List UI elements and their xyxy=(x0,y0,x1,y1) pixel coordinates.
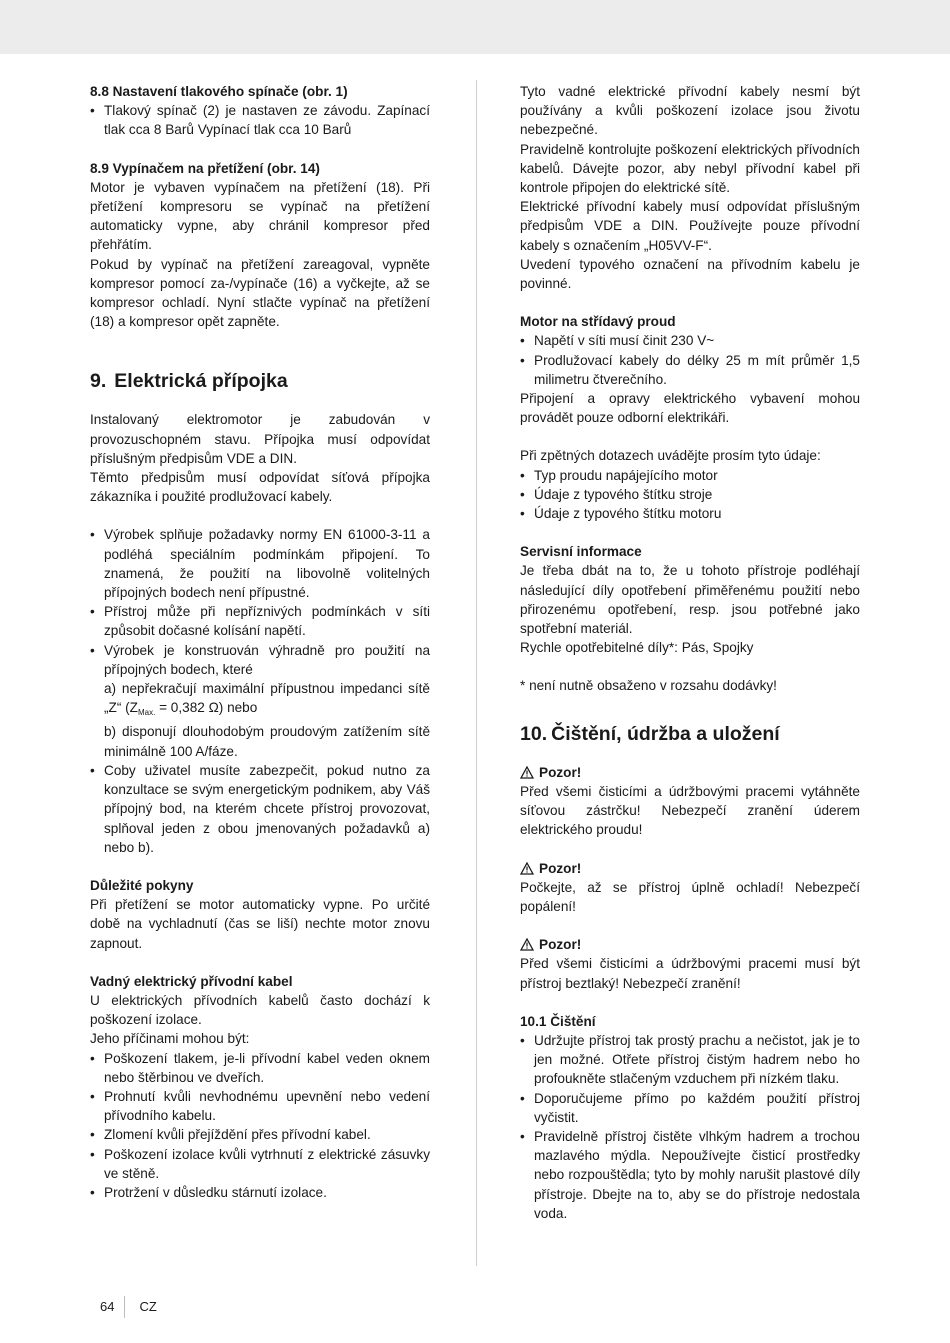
list-item xyxy=(520,331,860,350)
bullet-icon: • xyxy=(90,604,95,620)
list-item-text: Typ proudu napájejícího motor xyxy=(534,467,718,483)
cable-paragraph-3: Tyto vadné elektrické přívodní kabely nesmí být používány a kvůli poškození izolace jsou životu nebezpečné. xyxy=(520,84,860,138)
bullet-icon: • xyxy=(520,333,525,349)
list-item-text: Přístroj může při nepříznivých podmínkách v síti způsobit dočasné kolísání napětí. xyxy=(104,604,430,639)
list-item xyxy=(90,1183,430,1202)
list-item-text: Napětí v síti musí činit 230 V~ xyxy=(534,333,715,349)
warning-label-text: Pozor! xyxy=(539,937,582,953)
bullet-icon: • xyxy=(520,486,525,502)
section-10-title: Čištění, údržba a uložení xyxy=(551,722,780,745)
list-item-text: Doporučujeme přímo po každém použití přístroj vyčistit. xyxy=(534,1090,860,1125)
section-8-8-list xyxy=(90,101,430,139)
section-10-number: 10. xyxy=(520,722,548,745)
queries-list xyxy=(520,466,860,524)
ac-motor-list xyxy=(520,331,860,389)
cable-paragraph-5: Elektrické přívodní kabely musí odpovídat příslušným předpisům VDE a DIN. Používejte pouze přívodní kabely s označením „H05VV-F“. xyxy=(520,199,860,253)
warning-triangle-icon xyxy=(520,938,534,951)
cleaning-list xyxy=(520,1031,860,1223)
ac-motor-paragraph: Připojení a opravy elektrického vybavení mohou provádět pouze odborní elektrikáři. xyxy=(520,391,860,426)
delivery-note: * není nutně obsaženo v rozsahu dodávky! xyxy=(520,678,777,694)
list-item-text: Výrobek je konstruován výhradně pro použití na přípojných bodech, které xyxy=(104,642,430,677)
section-9-paragraph-1: Instalovaný elektromotor je zabudován v provozuschopném stavu. Přípojka musí odpovídat příslušným předpisům VDE a DIN. xyxy=(90,412,430,466)
list-item-text: a) nepřekračují maximální přípustnou impedanci sítě „Z“ (Z xyxy=(104,681,430,716)
bullet-icon: • xyxy=(520,467,525,483)
cable-title: Vadný elektrický přívodní kabel xyxy=(90,973,293,989)
warning-label-text: Pozor! xyxy=(539,860,582,876)
section-9-title: Elektrická přípojka xyxy=(114,370,288,393)
wear-parts-line: Rychle opotřebitelné díly*: Pás, Spojky xyxy=(520,640,754,656)
bullet-icon: • xyxy=(520,1032,525,1048)
list-item-text: Zlomení kvůli přejíždění přes přívodní kabel. xyxy=(104,1127,371,1143)
bullet-icon: • xyxy=(520,1128,525,1144)
section-8-8-title: 8.8 Nastavení tlakového spínače (obr. 1) xyxy=(90,84,348,99)
bullet-icon: • xyxy=(90,762,95,778)
warning-3-text: Před všemi čisticími a údržbovými pracemi musí být přístroj beztlaký! Nebezpečí zranění! xyxy=(520,956,860,991)
warning-2-text: Počkejte, až se přístroj úplně ochladí! Nebezpečí popálení! xyxy=(520,879,860,914)
right-column xyxy=(520,82,860,1223)
service-info-paragraph: Je třeba dbát na to, že u tohoto přístroje podléhají následující díly opotřebení přiměřenému použití nebo přirozenému opotřebení, resp. jsou potřebné jako spotřební materiál. xyxy=(520,563,860,637)
section-10-1-title: 10.1 Čištění xyxy=(520,1013,596,1029)
list-item xyxy=(90,641,430,761)
section-10-heading xyxy=(520,722,860,746)
important-notes-paragraph: Při přetížení se motor automaticky vypne. Po určité době na vychladnutí (čas se liší) nechte motor znovu zapnout. xyxy=(90,897,430,951)
list-item-text: Poškození tlakem, je-li přívodní kabel veden oknem nebo štěrbinou ve dveřích. xyxy=(104,1050,430,1085)
cable-causes-list xyxy=(90,1049,430,1203)
warning-3-label xyxy=(520,935,860,954)
list-item xyxy=(520,466,860,485)
list-item-text: Protržení v důsledku stárnutí izolace. xyxy=(104,1184,327,1200)
section-8-9-paragraph-2: Pokud by vypínač na přetížení zareagoval, vypněte kompresor pomocí za-/vypínače (16) a vyčkejte, až se kompresor ochladí. Nyní stlačte vypínač na přetížení (18) a kompresor opět zapněte. xyxy=(90,256,430,330)
footer-separator xyxy=(124,1296,125,1318)
list-item-text: Prohnutí kvůli nevhodnému upevnění nebo vedení přívodního kabelu. xyxy=(104,1088,430,1124)
list-item-text: b) disponují dlouhodobým proudovým zatížením sítě minimálně 100 A/fáze. xyxy=(104,724,430,759)
bullet-icon: • xyxy=(90,1127,95,1143)
warning-1-text: Před všemi čisticími a údržbovými pracemi vytáhněte síťovou zástrčku! Nebezpečí zranění úderem elektrického proudu! xyxy=(520,783,860,838)
section-9-paragraph-2: Těmto předpisům musí odpovídat síťová přípojka zákazníka i použité prodlužovací kabely. xyxy=(90,470,430,505)
bullet-icon: • xyxy=(520,506,525,522)
bullet-icon: • xyxy=(90,1184,95,1200)
list-item-text: Výrobek splňuje požadavky normy EN 61000-3-11 a podléhá speciálním podmínkám připojení. To znamená, že použití na libovolně volitelných přípojných bodech není přípustné. xyxy=(104,527,430,601)
list-item xyxy=(90,1145,430,1183)
left-column xyxy=(90,82,430,1202)
list-item-text: = 0,382 Ω) nebo xyxy=(155,700,258,716)
bullet-icon: • xyxy=(520,1090,525,1106)
bullet-icon: • xyxy=(90,527,95,543)
section-8-9-title: 8.9 Vypínačem na přetížení (obr. 14) xyxy=(90,160,320,176)
page-number: 64 xyxy=(100,1299,115,1315)
section-9-number: 9. xyxy=(90,370,107,393)
list-item-text: Coby uživatel musíte zabezpečit, pokud nutno za konzultace se svým energetickým podnikem, aby Váš přípojný bod, na kterém chcete přístroj provozovat, splňoval jeden z obou jmenovaných požadavků a) nebo b). xyxy=(104,762,430,855)
queries-paragraph: Při zpětných dotazech uvádějte prosím tyto údaje: xyxy=(520,448,821,464)
section-9-list xyxy=(90,525,430,856)
bullet-icon: • xyxy=(520,352,525,368)
section-9-heading xyxy=(90,369,430,393)
bullet-icon: • xyxy=(90,1088,95,1104)
warning-triangle-icon xyxy=(520,862,534,875)
warning-1-label xyxy=(520,763,860,782)
list-item xyxy=(90,1125,430,1144)
column-divider xyxy=(476,80,477,1266)
list-item-text: Údaje z typového štítku stroje xyxy=(534,486,713,502)
list-item xyxy=(520,1127,860,1223)
list-item-text: Tlakový spínač (2) je nastaven ze závodu. Zapínací tlak cca 8 Barů Vypínací tlak cca 10 Barů xyxy=(104,103,430,138)
language-code: CZ xyxy=(139,1299,157,1315)
cable-paragraph-1: U elektrických přívodních kabelů často dochází k poškození izolace. xyxy=(90,992,430,1028)
bullet-icon: • xyxy=(90,103,95,119)
list-item-text: Poškození izolace kvůli vytrhnutí z elektrické zásuvky ve stěně. xyxy=(104,1146,430,1181)
bullet-icon: • xyxy=(90,642,95,658)
list-item xyxy=(90,525,430,602)
list-item xyxy=(90,101,430,139)
section-8-9-paragraph-1: Motor je vybaven vypínačem na přetížení (18). Při přetížení kompresoru se vypínač na přetížení automaticky vypne, aby chránil kompresor před přehřátím. xyxy=(90,179,430,253)
list-item-text: Udržujte přístroj tak prostý prachu a nečistot, jak je to jen možné. Otřete přístroj čistým hadrem nebo ho profoukněte stlačeným vzduchem při nízkém tlaku. xyxy=(534,1032,860,1087)
cable-paragraph-4: Pravidelně kontrolujte poškození elektrických přívodních kabelů. Dávejte pozor, aby nebyl přívodní kabel při kontrole připojen do elektrické sítě. xyxy=(520,141,860,196)
warning-triangle-icon xyxy=(520,766,534,779)
important-notes-title: Důležité pokyny xyxy=(90,877,194,893)
list-item-text: Pravidelně přístroj čistěte vlhkým hadrem a trochou mazlavého mýdla. Nepoužívejte čisticí prostředky nebo rozpouštědla; tyto by mohly narušit plastové díly přístroje. Dbejte na to, aby se do přístroje nedostala voda. xyxy=(534,1128,860,1221)
list-item xyxy=(90,1087,430,1125)
list-item-text: Prodlužovací kabely do délky 25 m mít průměr 1,5 milimetru čtverečního. xyxy=(534,352,860,387)
service-info-title: Servisní informace xyxy=(520,544,642,560)
cable-paragraph-2: Jeho příčinami mohou být: xyxy=(90,1031,250,1047)
list-item xyxy=(520,504,860,523)
bullet-icon: • xyxy=(90,1050,95,1066)
ac-motor-title: Motor na střídavý proud xyxy=(520,314,676,330)
top-bar xyxy=(0,0,950,54)
list-item-text: Údaje z typového štítku motoru xyxy=(534,506,722,522)
bullet-icon: • xyxy=(90,1146,95,1162)
list-item xyxy=(90,761,430,857)
warning-2-label xyxy=(520,859,860,878)
list-item xyxy=(520,485,860,504)
page-footer xyxy=(100,1296,157,1318)
list-item xyxy=(520,351,860,389)
cable-paragraph-6: Uvedení typového označení na přívodním kabelu je povinné. xyxy=(520,256,860,292)
subscript: Max. xyxy=(137,708,156,718)
warning-label-text: Pozor! xyxy=(539,764,582,780)
list-item xyxy=(90,1049,430,1087)
list-item xyxy=(520,1031,860,1089)
list-item xyxy=(90,602,430,640)
list-item xyxy=(520,1089,860,1127)
